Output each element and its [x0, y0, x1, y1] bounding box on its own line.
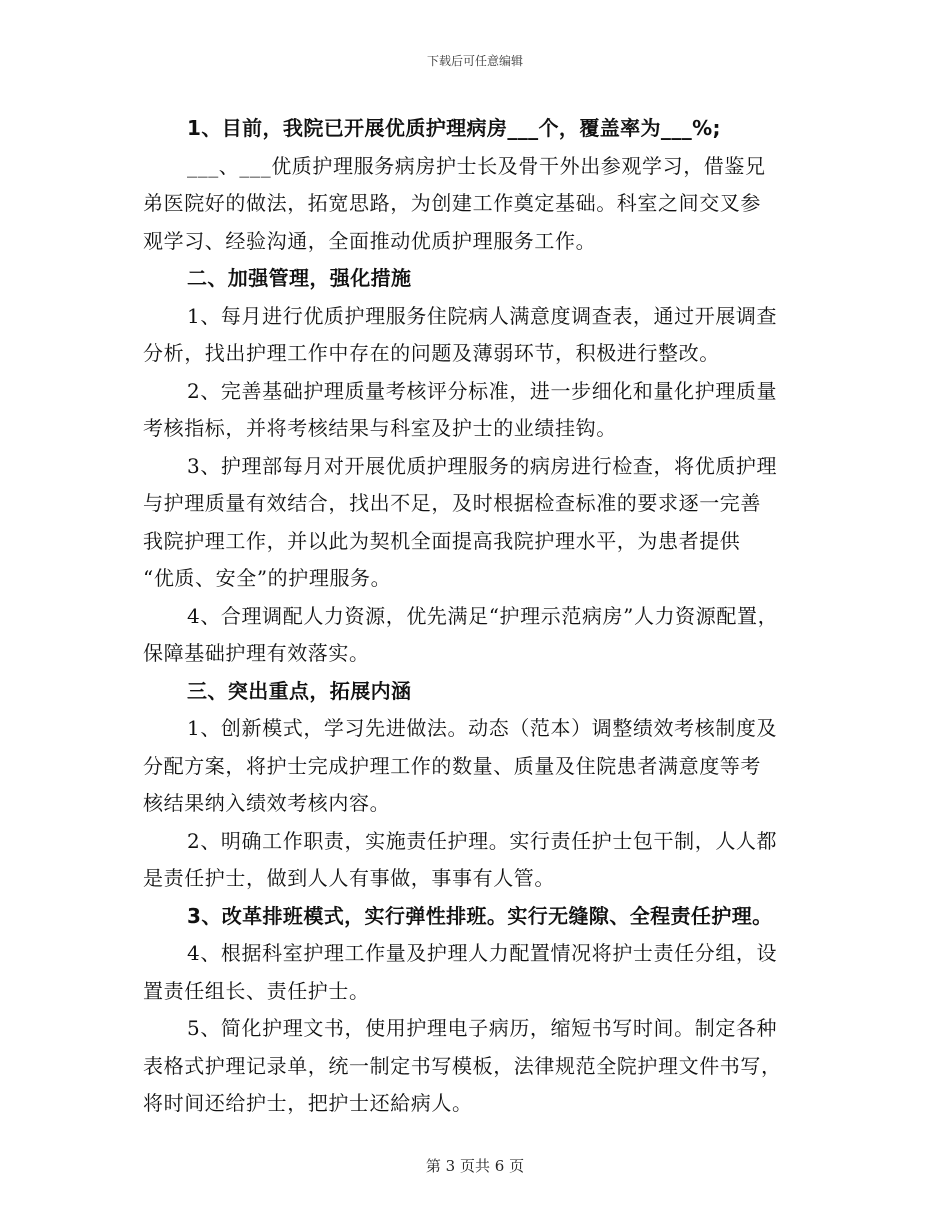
page-footer: 第 3 页共 6 页 — [425, 1157, 525, 1175]
text-line: 表格式护理记录单，统一制定书写模板，法律规范全院护理文件书写， — [143, 1053, 782, 1078]
text-line: 将时间还给护士，把护士还給病人。 — [143, 1091, 473, 1115]
text-line: 弟医院好的做法，拓宽思路，为创建工作奠定基础。科室之间交叉参 — [143, 191, 761, 215]
text-line: 3、护理部每月对开展优质护理服务的病房进行检查，将优质护理 — [187, 453, 778, 478]
heading-line: 三、突出重点，拓展内涵 — [187, 678, 412, 703]
heading-line: 1、目前，我院已开展优质护理病房___个，覆盖率为___%; — [187, 116, 721, 140]
text-line: 4、合理调配人力资源，优先满足“护理示范病房”人力资源配置， — [187, 603, 779, 628]
text-line: 2、明确工作职责，实施责任护理。实行责任护士包干制，人人都 — [187, 828, 778, 853]
text-line: 4、根据科室护理工作量及护理人力配置情况将护士责任分组，设 — [187, 941, 778, 965]
page-header: 下载后可任意编辑 — [426, 54, 523, 68]
text-line: 我院护理工作，并以此为契机全面提高我院护理水平，为患者提供 — [143, 528, 741, 553]
text-line: 保障基础护理有效落实。 — [143, 641, 370, 665]
text-line: 是责任护士，做到人人有事做，事事有人管。 — [143, 866, 555, 890]
text-line: 核结果纳入绩效考核内容。 — [143, 791, 391, 815]
text-line: 分配方案，将护士完成护理工作的数量、质量及住院患者满意度等考 — [143, 753, 761, 778]
text-line: 5、简化护理文书，使用护理电子病历，缩短书写时间。制定各种 — [187, 1016, 778, 1040]
text-line: 1、每月进行优质护理服务住院病人满意度调查表，通过开展调查 — [187, 303, 778, 328]
text-line: 置责任组长、责任护士。 — [143, 978, 370, 1003]
document-body — [143, 110, 823, 1123]
text-line: 观学习、经验沟通，全面推动优质护理服务工作。 — [143, 228, 597, 253]
text-line: 与护理质量有效结合，找出不足，及时根据检查标准的要求逐一完善 — [143, 491, 761, 515]
text-line: ___、___优质护理服务病房护士长及骨干外出参观学习，借鉴兄 — [187, 153, 766, 178]
text-line: 考核指标，并将考核结果与科室及护士的业绩挂钩。 — [143, 416, 617, 440]
heading-line: 3、改革排班模式，实行弹性排班。实行无缝隙、全程责任护理。 — [187, 903, 773, 928]
text-line: 分析，找出护理工作中存在的问题及薄弱环节，积极进行整改。 — [143, 341, 720, 365]
heading-line: 二、加强管理，强化措施 — [187, 266, 412, 290]
text-line: 2、完善基础护理质量考核评分标准，进一步细化和量化护理质量 — [187, 378, 778, 403]
text-line: “优质、安全”的护理服务。 — [143, 566, 392, 590]
text-line: 1、创新模式，学习先进做法。动态（范本）调整绩效考核制度及 — [187, 716, 778, 740]
